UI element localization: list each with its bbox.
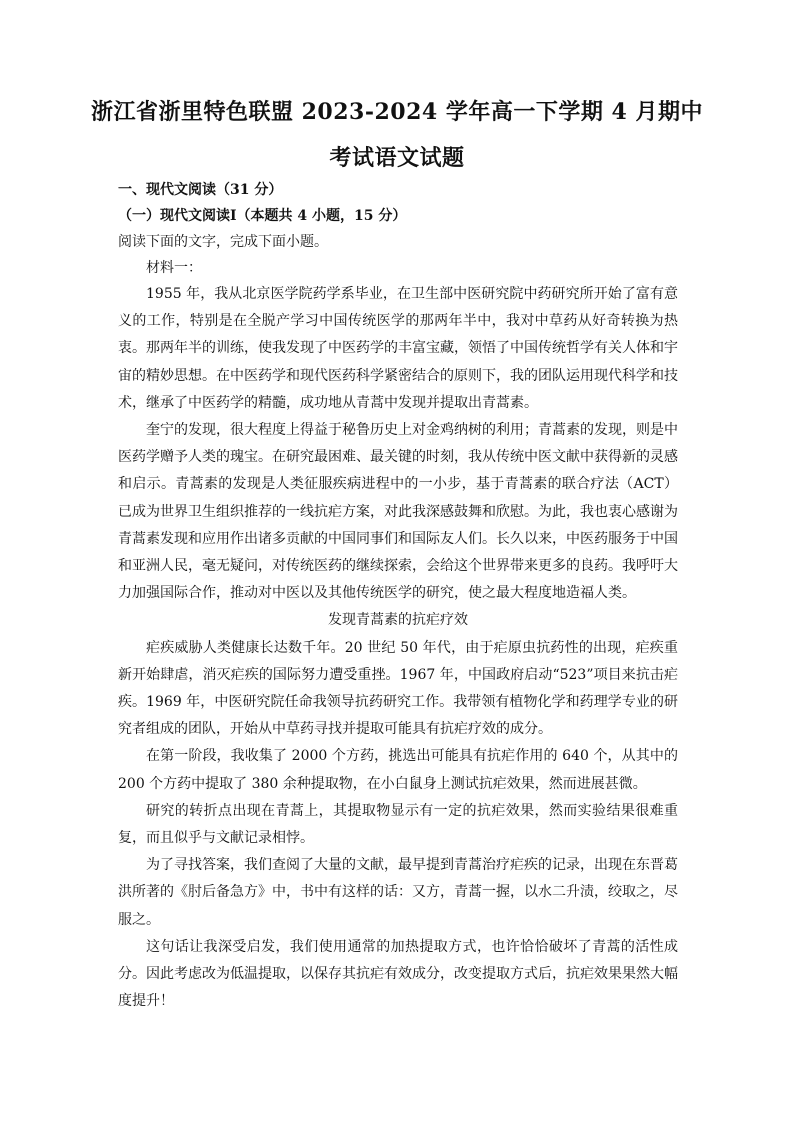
paragraph: 疟疾威胁人类健康长达数千年。20 世纪 50 年代，由于疟原虫抗药性的出现，疟疾重新开始肆虐，消灭疟疾的国际努力遭受重挫。1967 年，中国政府启动“523”项目来抗击疟疾。1969 年，中医研究院任命我领导抗药研究工作。我带领有植物化学和药理学专业的研究者组成的团队，开始从中草药寻找并提取可能具有抗疟疗效的成分。 xyxy=(118,639,678,738)
paragraph: 奎宁的发现，很大程度上得益于秘鲁历史上对金鸡纳树的利用；青蒿素的发现，则是中医药学赠予人类的瑰宝。在研究最困难、最关键的时刻，我从传统中医文献中获得新的灵感和启示。青蒿素的发现是人类征服疾病进程中的一小步，基于青蒿素的联合疗法（ACT）已成为世界卫生组织推荐的一线抗疟方案，对此我深感鼓舞和欣慰。为此，我也衷心感谢为青蒿素发现和应用作出诸多贡献的中国同事们和国际友人们。长久以来，中医药服务于中国和亚洲人民，毫无疑问，对传统医药的继续探索，会给这个世界带来更多的良药。我呼吁大力加强国际合作，推动对中医以及其他传统医学的研究，使之最大程度地造福人类。 xyxy=(118,422,678,602)
paragraph: 这句话让我深受启发，我们使用通常的加热提取方式，也许恰恰破坏了青蒿的活性成分。因此考虑改为低温提取，以保存其抗疟有效成分，改变提取方式后，抗疟效果果然大幅度提升！ xyxy=(118,938,678,1010)
paragraph: 1955 年，我从北京医学院药学系毕业，在卫生部中医研究院中药研究所开始了富有意义的工作，特别是在全脱产学习中国传统医学的那两年半中，我对中草药从好奇转换为热衷。那两年半的训练，使我发现了中医药学的丰富宝藏，领悟了中国传统哲学有关人体和宇宙的精妙思想。在中医药学和现代医药科学紧密结合的原则下，我的团队运用现代科学和技术，继承了中医药学的精髓，成功地从青蒿中发现并提取出青蒿素。 xyxy=(118,286,678,411)
instruction-text: 阅读下面的文字，完成下面小题。 xyxy=(118,234,328,250)
paragraph: 为了寻找答案，我们查阅了大量的文献，最早提到青蒿治疗疟疾的记录，出现在东晋葛洪所著的《肘后备急方》中，书中有这样的话：又方，青蒿一握，以水二升渍，绞取之，尽服之。 xyxy=(118,857,678,928)
document-body xyxy=(118,177,678,1015)
document-title-line2: 考试语文试题 xyxy=(329,145,465,171)
paragraph: 在第一阶段，我收集了 2000 个方药，挑选出可能具有抗疟作用的 640 个，从其中的 200 个方药中提取了 380 余种提取物，在小白鼠身上测试抗疟效果，然而进展甚微。 xyxy=(118,748,678,792)
article-subheading: 发现青蒿素的抗疟疗效 xyxy=(328,612,468,629)
paragraph: 研究的转折点出现在青蒿上，其提取物显示有一定的抗疟效果，然而实验结果很难重复，而且似乎与文献记录相悖。 xyxy=(118,802,678,847)
document-title-line1: 浙江省浙里特色联盟 2023-2024 学年高一下学期 4 月期中 xyxy=(90,99,704,125)
subsection-heading: （一）现代文阅读Ⅰ（本题共 4 小题，15 分） xyxy=(118,208,407,224)
section-heading: 一、现代文阅读（31 分） xyxy=(118,182,283,198)
material-label: 材料一： xyxy=(146,260,202,276)
